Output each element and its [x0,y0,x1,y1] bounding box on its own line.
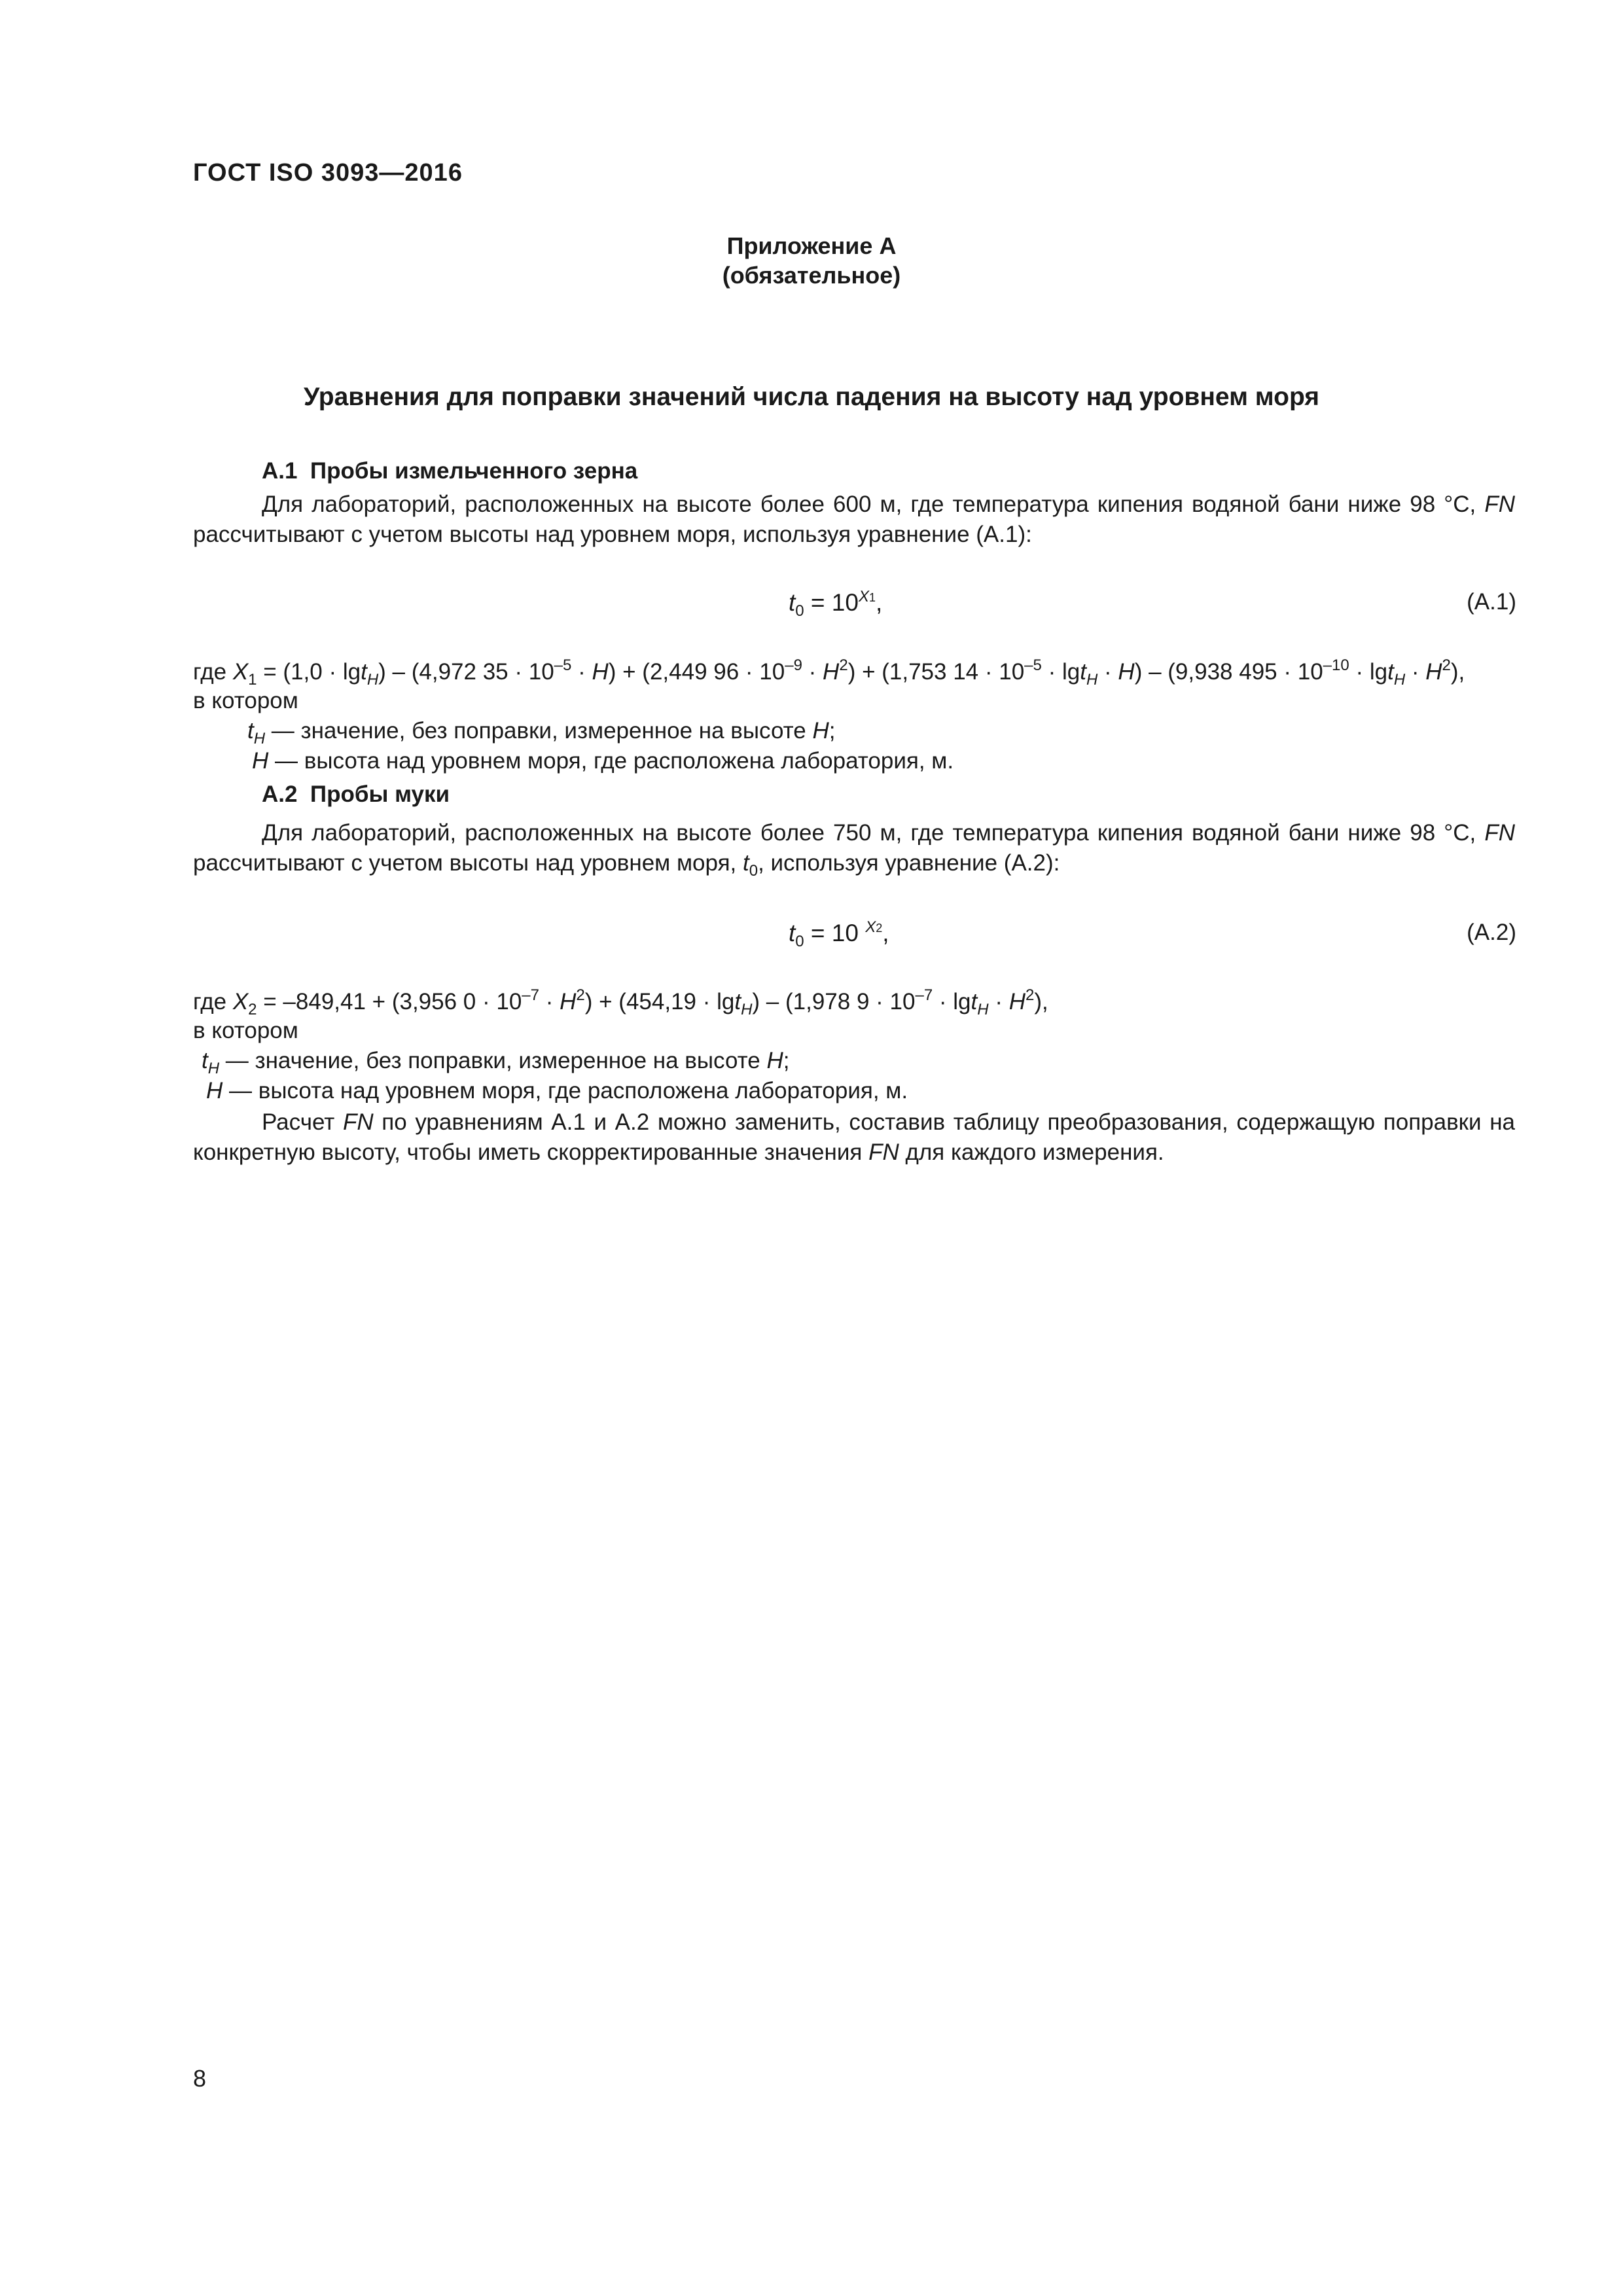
eq-a2-end: , [882,920,889,946]
section-a1-paragraph [193,490,1515,550]
a2-def-t-end: ; [783,1048,790,1073]
a1-para-text-2: рассчитывают с учетом высоты над уровнем моря, используя уравнение (А.1): [193,522,1032,547]
a1-para-text-1: Для лабораторий, расположенных на высоте более 600 м, где температура кипения водяной бани ниже 98 °С, [262,492,1476,517]
a1-para-fn: FN [1484,492,1515,517]
a1-def-t: $t_H$ — значение, без поправки, измеренное на высоте H; [247,718,836,747]
eq-a1-mid: = 10 [804,589,859,616]
page-number: 8 [193,2065,207,2092]
a1-def-t-end: ; [829,718,836,744]
eq-a2-sup: X [865,918,876,936]
a2-def-h-text: — высота над уровнем моря, где расположена лаборатория, м. [223,1078,908,1103]
a1-in-which: в котором [193,688,298,713]
eq-a1-sup-sub: 1 [868,591,876,604]
appendix-title: Приложение А [726,232,897,259]
standard-header: ГОСТ ISO 3093—2016 [193,159,463,187]
final-text-1: Расчет [262,1109,343,1135]
final-text-3: для каждого измерения. [899,1139,1164,1165]
section-a1-title: Пробы измельченного зерна [310,458,638,484]
eq-a2-lhs: t [789,920,796,946]
final-paragraph [193,1107,1515,1168]
equation-a1-number: (А.1) [1467,589,1516,615]
section-a2-paragraph: Для лабораторий, расположенных на высоте более 750 м, где температура кипения водяной бани ниже 98 °С, FN рассчитывают с учетом высоты над уровнем моря, $t_0$, используя уравнение (А.2): [193,820,1515,880]
a1-def-h-text: — высота над уровнем моря, где расположена лаборатория, м. [268,748,954,774]
a2-para-text-2: рассчитывают с учетом высоты над уровнем моря, [193,850,743,876]
section-a2-number: А.2 [262,781,298,807]
eq-a2-mid: = 10 [804,920,866,946]
a2-where-line: где $X_2 = -849,41 + (3,956$ $0 \cdot 10^{-7} \cdot H^2) + (454,19 \cdot \lg t_H) - (1,978$ $9 \cdot 10^{-7} \cdot \lg t_H \cdot H^2$), [193,986,1048,1018]
a2-para-fn: FN [1484,820,1515,846]
eq-a1-sup: X [858,588,869,605]
a2-def-t-text: — значение, без поправки, измеренное на высоте [219,1048,767,1073]
a1-def-h: H — высота над уровнем моря, где расположена лаборатория, м. [252,748,954,774]
final-fn-2: FN [868,1139,899,1165]
section-a1-heading [262,458,637,484]
final-text-2: по уравнениям А.1 и А.2 можно заменить, составив таблицу преобразования, содержащую поправки на конкретную высоту, чтобы иметь скорректированные значения [193,1109,1515,1165]
section-a1-number: А.1 [262,458,298,484]
final-fn-1: FN [342,1109,374,1135]
eq-a1-lhs: t [789,589,796,616]
a2-def-h: H — высота над уровнем моря, где расположена лаборатория, м. [206,1078,908,1103]
a2-def-t: $t_H$ — значение, без поправки, измеренное на высоте H; [202,1048,790,1077]
a1-def-t-text: — значение, без поправки, измеренное на высоте [265,718,813,744]
a2-para-text-3: , используя уравнение (А.2): [758,850,1060,876]
equation-a2 [789,918,889,950]
equation-a1 [789,588,883,620]
main-title: Уравнения для поправки значений числа падения на высоту над уровнем моря [303,383,1320,411]
a2-in-which: в котором [193,1018,298,1043]
eq-a2-lhs-sub: 0 [795,933,804,950]
eq-a1-end: , [876,589,883,616]
a1-where-line: где $X_1 = (1,0 \cdot \lg t_H) - (4,972$ $35 \cdot 10^{-5} \cdot H) + (2,449$ $96 \cdot 10^{-9} \cdot H^2) + (1,753$ $14 \cdot 10^{-5} \cdot \lg t_H \cdot H) - (9,938$ $495 \cdot 10^{-10} \cdot \lg t_H \cdot H^2$), [193,656,1465,689]
section-a2-heading [262,781,450,808]
eq-a2-sup-sub: 2 [876,922,883,935]
section-a2-title: Пробы муки [310,781,450,807]
equation-a2-number: (А.2) [1467,920,1516,945]
eq-a1-lhs-sub: 0 [795,602,804,620]
a2-para-text-1: Для лабораторий, расположенных на высоте более 750 м, где температура кипения водяной бани ниже 98 °С, [262,820,1476,846]
appendix-status: (обязательное) [722,262,901,289]
